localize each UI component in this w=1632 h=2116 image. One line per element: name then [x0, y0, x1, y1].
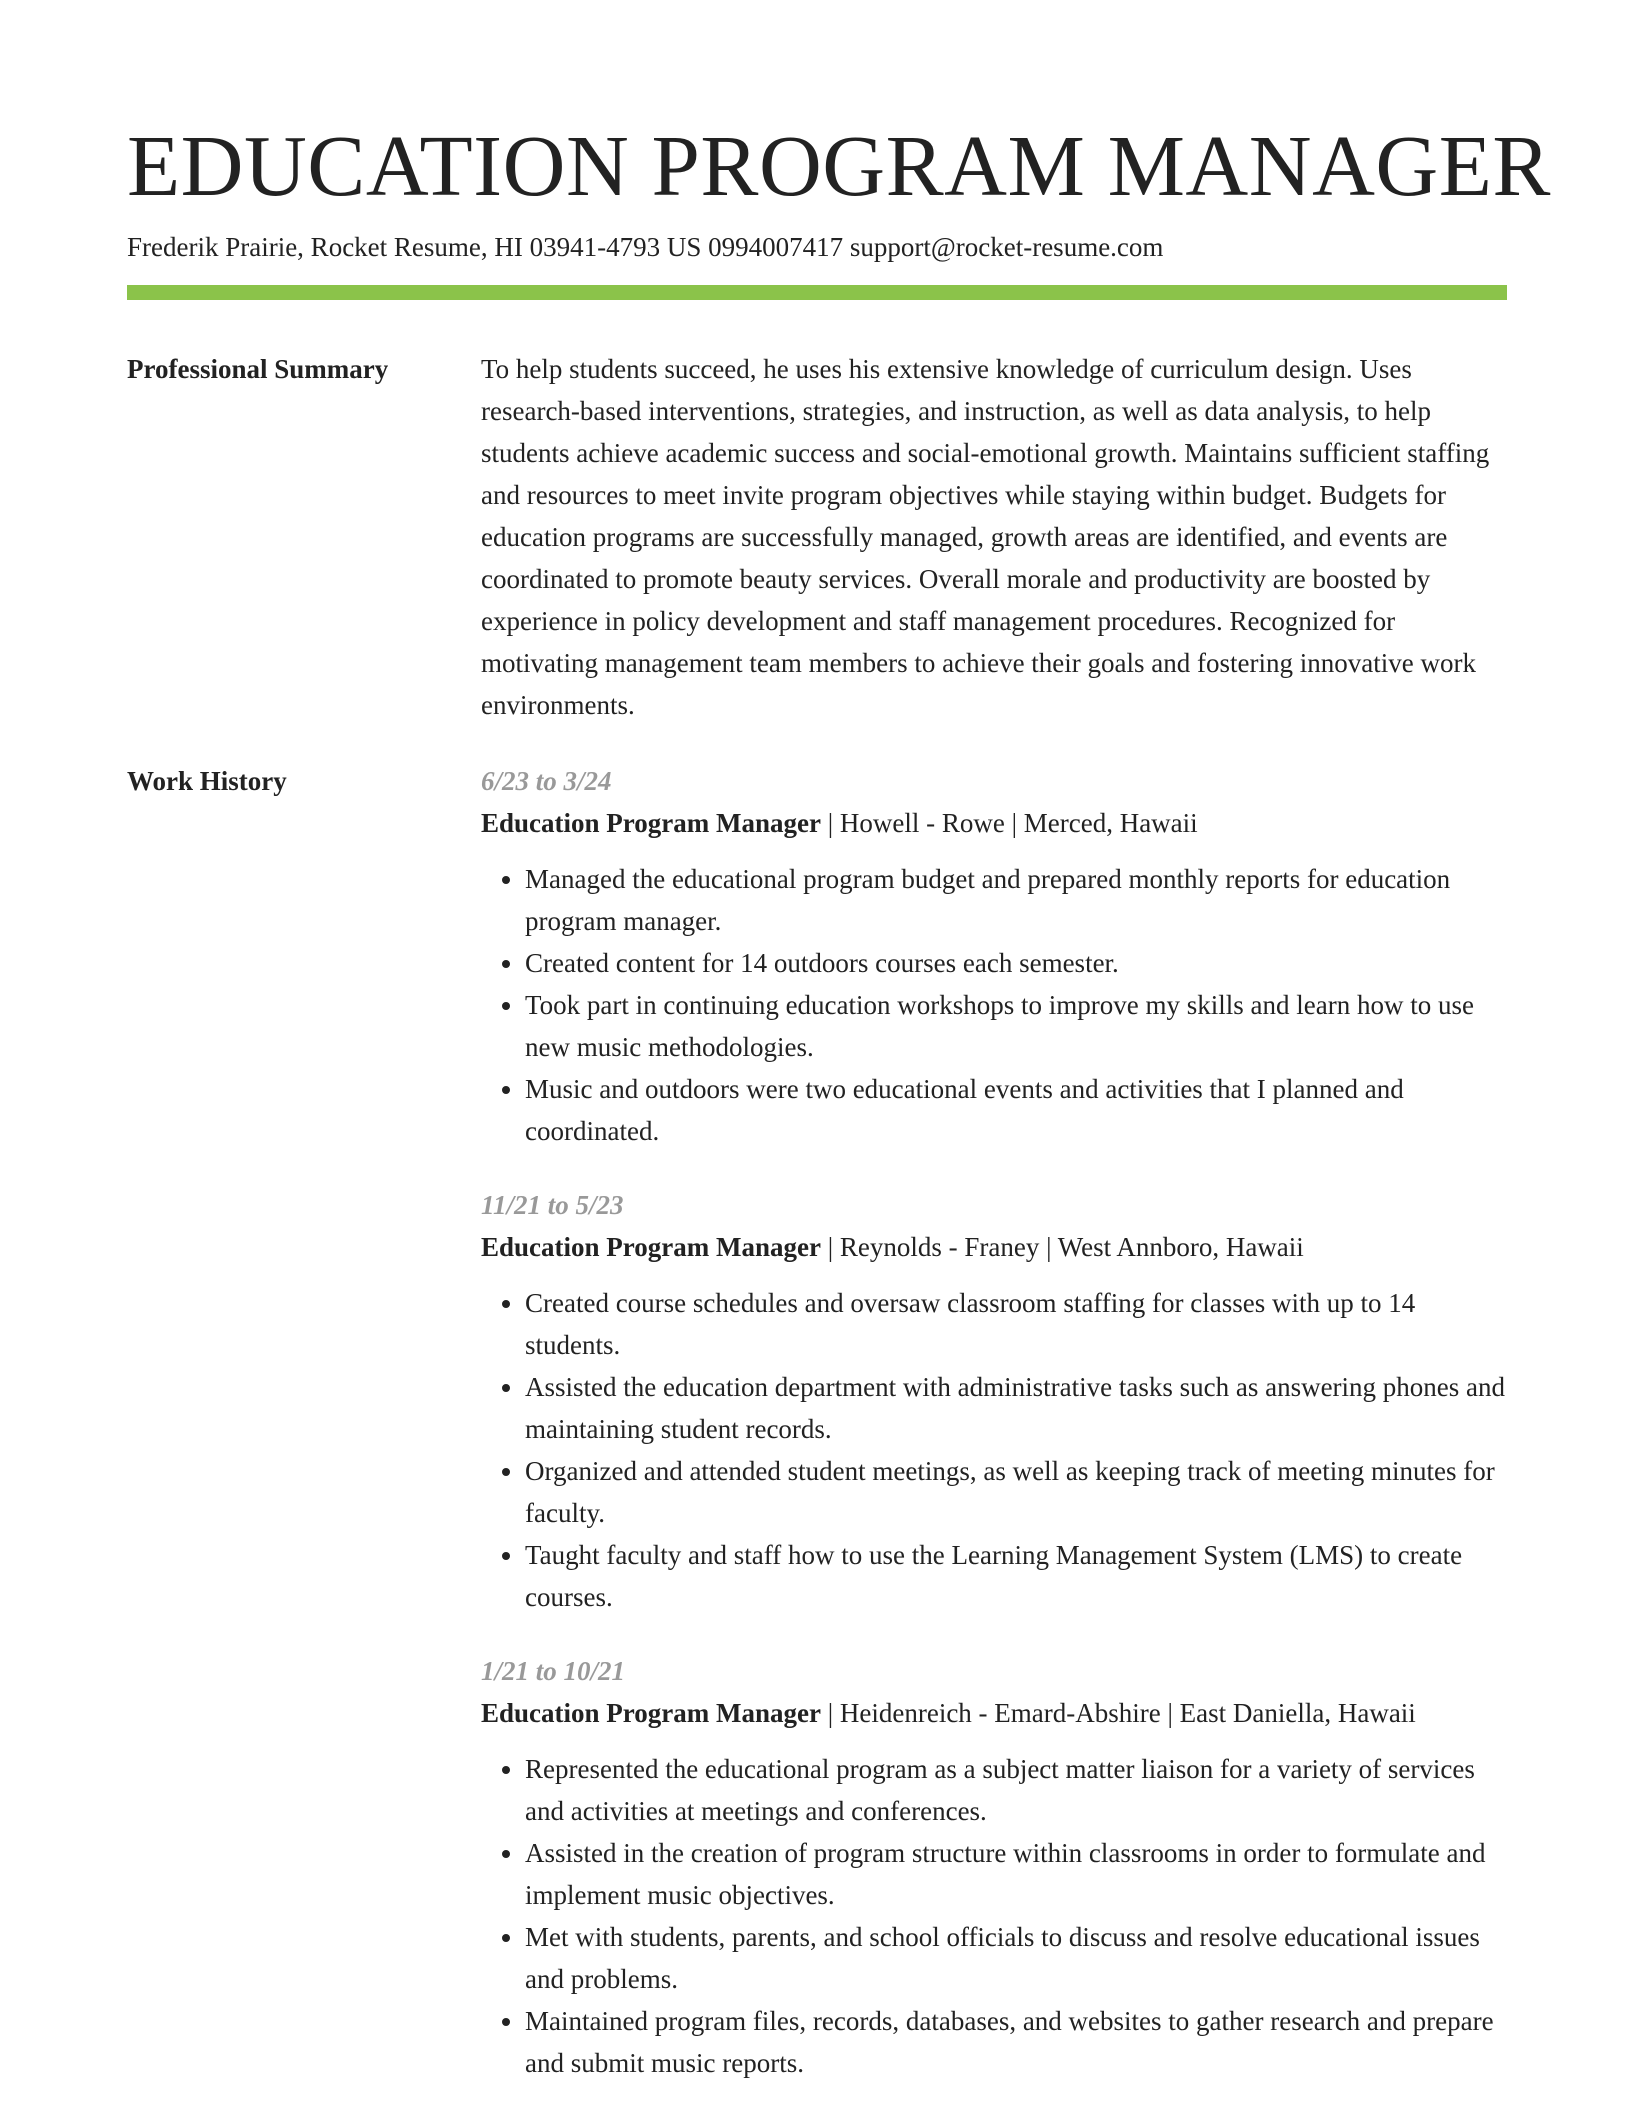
- summary-heading: Professional Summary: [127, 353, 389, 384]
- resume-page: [127, 117, 1551, 2116]
- job-dates: 6/23 to 3/24: [481, 765, 612, 796]
- page-title: EDUCATION PROGRAM MANAGER: [127, 117, 1551, 214]
- job-entry: [481, 1650, 1507, 2084]
- job-entry: [481, 1184, 1507, 1618]
- job-bullet: • Taught faculty and staff how to use the Learning Management System (LMS) to create courses.: [525, 1534, 1507, 1618]
- job-title: Education Program Manager: [481, 807, 821, 838]
- job-title: Education Program Manager: [481, 1697, 821, 1728]
- job-heading: [481, 802, 1507, 844]
- job-heading: [481, 1692, 1507, 1734]
- job-bullet: • Assisted the education department with administrative tasks such as answering phones and maintaining student records.: [525, 1366, 1507, 1450]
- job-bullet: • Assisted in the creation of program structure within classrooms in order to formulate and implement music objectives.: [525, 1832, 1507, 1916]
- job-bullet: • Music and outdoors were two educational events and activities that I planned and coordinated.: [525, 1068, 1507, 1152]
- job-dates: 1/21 to 10/21: [481, 1655, 626, 1686]
- summary-section: [127, 348, 1507, 726]
- job-details: | Reynolds - Franey | West Annboro, Hawaii: [820, 1231, 1304, 1262]
- work-history-heading: Work History: [127, 765, 287, 796]
- job-bullet: • Created course schedules and oversaw classroom staffing for classes with up to 14 students.: [525, 1282, 1507, 1366]
- job-bullet: • Managed the educational program budget and prepared monthly reports for education program manager.: [525, 858, 1507, 942]
- work-history-section: [127, 760, 1507, 2116]
- job-title: Education Program Manager: [481, 1231, 821, 1262]
- contact-line: Frederik Prairie, Rocket Resume, HI 03941-4793 US 0994007417 support@rocket-resume.com: [127, 231, 1164, 262]
- job-details: | Howell - Rowe | Merced, Hawaii: [820, 807, 1198, 838]
- job-bullet: • Met with students, parents, and school officials to discuss and resolve educational issues and problems.: [525, 1916, 1507, 2000]
- job-heading: [481, 1226, 1507, 1268]
- job-bullet: • Maintained program files, records, databases, and websites to gather research and prepare and submit music reports.: [525, 2000, 1507, 2084]
- job-bullets: [481, 1282, 1507, 1618]
- job-dates: 11/21 to 5/23: [481, 1189, 624, 1220]
- job-bullets: [481, 858, 1507, 1152]
- accent-divider: [127, 285, 1507, 300]
- summary-text: To help students succeed, he uses his extensive knowledge of curriculum design. Uses research-based interventions, strategies, and instruction, as well as data analysis, to help students achieve academic success and social-emotional growth. Maintains sufficient staffing and resources to meet invite program objectives while staying within budget. Budgets for education programs are successfully managed, growth areas are identified, and events are coordinated to promote beauty services. Overall morale and productivity are boosted by experience in policy development and staff management procedures. Recognized for motivating management team members to achieve their goals and fostering innovative work environments.: [481, 353, 1490, 720]
- job-bullet: • Took part in continuing education workshops to improve my skills and learn how to use new music methodologies.: [525, 984, 1507, 1068]
- job-details: | Heidenreich - Emard-Abshire | East Daniella, Hawaii: [820, 1697, 1416, 1728]
- job-bullet: • Created content for 14 outdoors courses each semester.: [525, 942, 1507, 984]
- job-bullet: • Organized and attended student meetings, as well as keeping track of meeting minutes for faculty.: [525, 1450, 1507, 1534]
- job-bullets: [481, 1748, 1507, 2084]
- job-bullet: • Represented the educational program as a subject matter liaison for a variety of services and activities at meetings and conferences.: [525, 1748, 1507, 1832]
- job-entry: [481, 760, 1507, 1152]
